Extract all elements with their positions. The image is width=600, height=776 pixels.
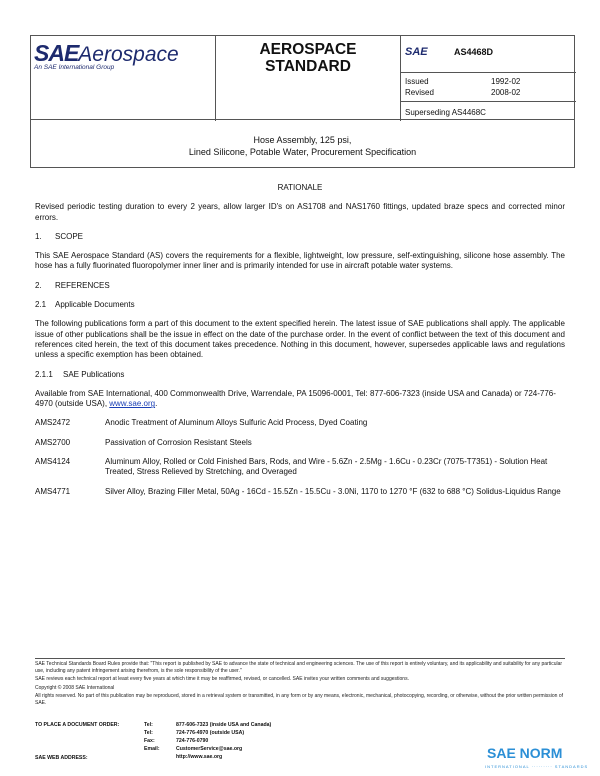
doc-number-row — [401, 36, 576, 73]
reference-description: Anodic Treatment of Aluminum Alloys Sulfuric Acid Process, Dyed Coating — [105, 418, 368, 428]
footer-review-text: SAE reviews each technical report at least every five years at which time it may be reaffirmed, revised, or cancelled. SAE invites your written comments and suggestions. — [35, 676, 409, 683]
order-value: 724-776-0790 — [176, 738, 209, 744]
section-2-heading — [35, 281, 565, 291]
reference-row — [35, 457, 565, 478]
sae-publications-text — [35, 389, 565, 410]
footer-divider — [35, 658, 565, 659]
reference-description: Silver Alloy, Brazing Filler Metal, 50Ag - 16Cd - 15.5Zn - 15.5Cu - 3.0Ni, 1170 to 1270 °F (632 to 688 °C) Solidus-Liquidus Range — [105, 486, 561, 496]
footer-notices — [35, 661, 565, 708]
order-heading: TO PLACE A DOCUMENT ORDER: — [35, 722, 120, 728]
sae-website-link[interactable]: www.sae.org — [109, 399, 156, 409]
section-title: REFERENCES — [55, 280, 110, 290]
section-2-1-heading — [35, 300, 565, 310]
doc-info-cell — [401, 36, 576, 121]
issued-label: Issued — [405, 77, 429, 86]
revised-date: 2008-02 — [491, 88, 521, 97]
document-title-line1: Hose Assembly, 125 psi, — [253, 135, 352, 145]
section-title: SAE Publications — [63, 369, 125, 379]
sae-aerospace-logo — [34, 40, 179, 67]
order-value: 724-776-4970 (outside USA) — [176, 730, 245, 736]
section-title: Applicable Documents — [55, 300, 135, 310]
order-value: 877-606-7323 (inside USA and Canada) — [176, 722, 272, 728]
watermark-sub: INTERNATIONAL ········· STANDARDS — [485, 764, 589, 769]
section-1-heading — [35, 232, 565, 242]
reference-code: AMS4124 — [35, 457, 71, 467]
reference-code: AMS2472 — [35, 418, 71, 428]
watermark-word: SAE NORM — [487, 745, 563, 761]
reference-description: Aluminum Alloy, Rolled or Cold Finished Bars, Rods, and Wire - 5.6Zn - 2.5Mg - 1.6Cu - 0.23Cr (7075-T7351) - Solution Heat Treated, Stress Relieved by Stretching, and Overaged — [105, 457, 548, 477]
logo-product: Aerospace — [78, 43, 179, 66]
availability-text: Available from SAE International, 400 Commonwealth Drive, Warrendale, PA 15096-0001, Tel: 877-606-7323 (inside USA and Canada) or 724-776-4970 (outside USA), — [35, 388, 556, 409]
standard-title — [216, 41, 400, 75]
doc-number: AS4468D — [454, 47, 494, 57]
reference-code: AMS4771 — [35, 486, 71, 496]
footer-rules-text: SAE Technical Standards Board Rules provide that: "This report is published by SAE to advance the state of technical and engineering sciences. The use of this report is entirely voluntary, and its applicability and suitability for any particular use, including any patent infringement arising therefrom, is the sole responsibility of the user." — [35, 661, 563, 675]
order-label: Tel: — [144, 722, 153, 728]
reference-row — [35, 487, 565, 497]
divider — [401, 101, 576, 102]
section-2-1-1-heading — [35, 370, 565, 380]
logo-cell — [31, 36, 216, 121]
document-body — [35, 183, 565, 506]
reference-row — [35, 418, 565, 428]
reference-description: Passivation of Corrosion Resistant Steels — [105, 437, 252, 447]
scope-text: This SAE Aerospace Standard (AS) covers the requirements for a flexible, lightweight, low pressure, self-extinguishing, silicone hose assembly. The hose has a fully fluorinated fluoropolymer inner liner and is primarily intended for use in aircraft potable water systems. — [35, 251, 565, 271]
superseding: Superseding AS4468C — [405, 108, 486, 117]
sae-mini-logo: SAE — [405, 46, 428, 58]
section-number: 2. — [35, 280, 42, 290]
section-number: 1. — [35, 231, 42, 241]
issued-date: 1992-02 — [491, 77, 521, 86]
reference-code: AMS2700 — [35, 437, 71, 447]
standard-title-line1: AEROSPACE — [259, 41, 357, 58]
order-label: Tel: — [144, 730, 153, 736]
section-number: 2.1.1 — [35, 369, 53, 379]
footer-rights-text: All rights reserved. No part of this publication may be reproduced, stored in a retrieval system or transmitted, in any form or by any means, electronic, mechanical, photocopying, recording, or otherwise, without the prior written permission of SAE. — [35, 692, 564, 707]
header-box — [30, 35, 575, 120]
standard-title-line2: STANDARD — [265, 58, 351, 75]
document-title-line2: Lined Silicone, Potable Water, Procurement Specification — [188, 147, 417, 157]
web-heading: SAE WEB ADDRESS: — [35, 755, 88, 761]
email-link[interactable]: CustomerService@sae.org — [176, 746, 243, 752]
period: . — [155, 399, 158, 409]
logo-tagline: An SAE International Group — [34, 64, 115, 71]
reference-row — [35, 438, 565, 448]
order-label: Fax: — [144, 738, 155, 744]
footer-copyright: Copyright © 2008 SAE International — [35, 684, 115, 691]
sae-norm-watermark — [485, 745, 589, 769]
document-title-box — [30, 120, 575, 168]
rationale-heading: RATIONALE — [277, 183, 323, 192]
revised-label: Revised — [405, 88, 434, 97]
section-title: SCOPE — [55, 231, 84, 241]
standard-title-cell — [216, 36, 401, 121]
rationale-text: Revised periodic testing duration to every 2 years, allow larger ID's on AS1708 and NAS1760 fittings, updated braze specs and corrected minor errors. — [35, 202, 565, 222]
website-link[interactable]: http://www.sae.org — [176, 754, 223, 760]
section-number: 2.1 — [35, 300, 47, 310]
applicable-documents-text: The following publications form a part of this document to the extent specified herein. The latest issue of SAE publications shall apply. The applicable issue of other publications shall be the issue in effect on the date of the purchase order. In the event of conflict between the text of this document and references cited herein, the text of this document takes precedence. Nothing in this document, however, supersedes applicable laws and regulations unless a specific exemption has been obtained. — [35, 319, 565, 360]
logo-brand: SAE — [34, 40, 79, 66]
order-label: Email: — [144, 746, 160, 752]
